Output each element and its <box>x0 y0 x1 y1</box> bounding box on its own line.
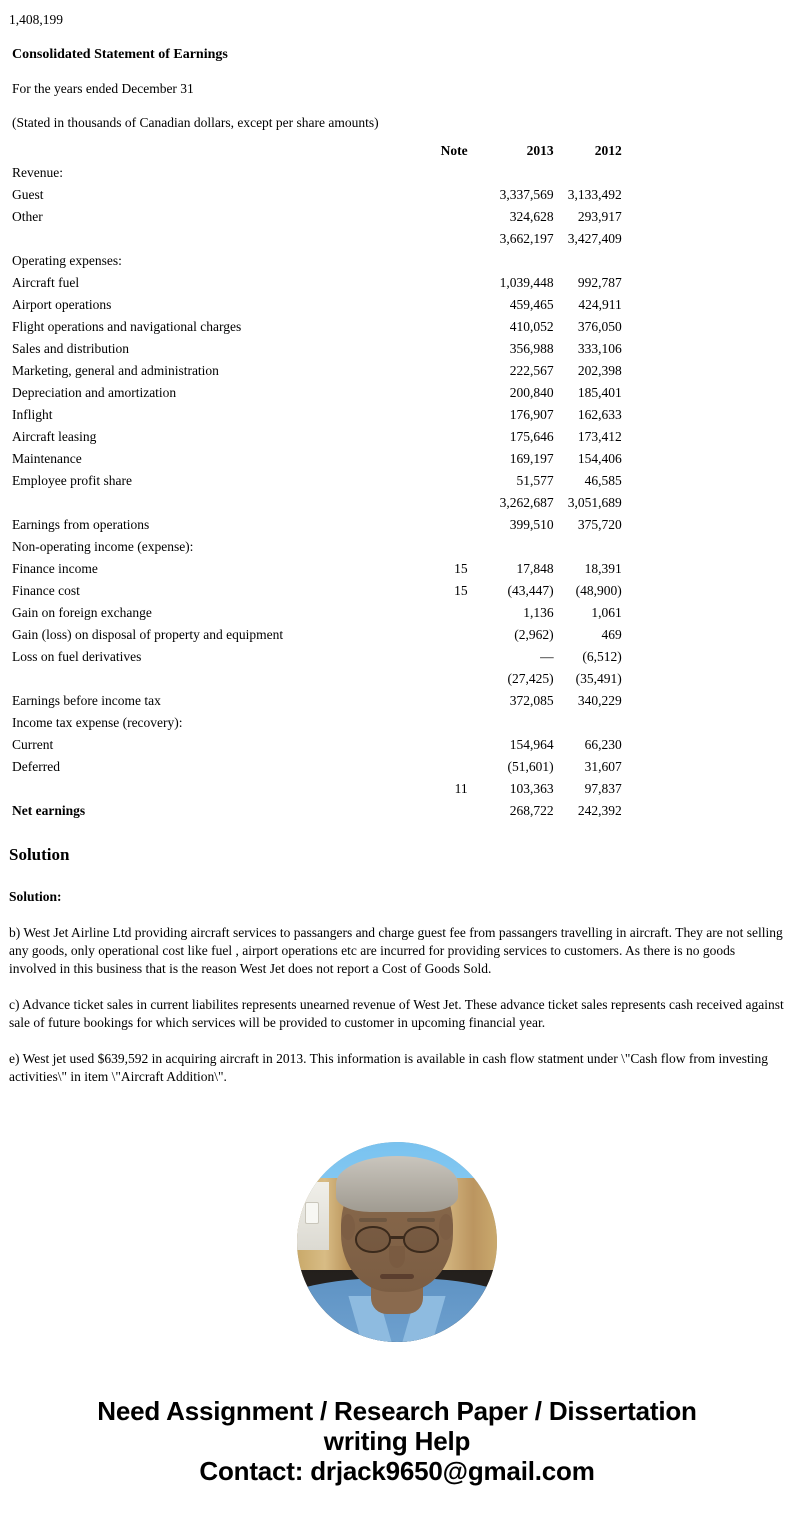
avatar <box>297 1142 497 1342</box>
row-label: Aircraft fuel <box>12 275 80 290</box>
row-value-2012 <box>554 162 624 184</box>
table-row <box>0 228 794 250</box>
row-label: Finance cost <box>12 583 80 598</box>
row-note <box>441 382 472 404</box>
row-note <box>441 294 472 316</box>
row-note <box>441 338 472 360</box>
row-spacer <box>624 338 794 360</box>
table-row <box>0 690 794 712</box>
table-row <box>0 514 794 536</box>
row-spacer <box>624 712 794 734</box>
row-label: Income tax expense (recovery): <box>12 715 183 730</box>
row-note <box>441 404 472 426</box>
table-row <box>0 448 794 470</box>
table-row <box>0 426 794 448</box>
table-row <box>0 800 794 822</box>
row-value-2013: 3,662,197 <box>499 231 554 246</box>
row-label: Non-operating income (expense): <box>12 539 194 554</box>
row-value-2012: 97,837 <box>584 781 622 796</box>
row-value-2013: 222,567 <box>509 363 554 378</box>
table-row <box>0 734 794 756</box>
row-value-2012: 46,585 <box>584 473 622 488</box>
row-spacer <box>624 646 794 668</box>
table-row <box>0 668 794 690</box>
row-note <box>441 668 472 690</box>
row-value-2013: 324,628 <box>509 209 554 224</box>
solution-paragraph: b) West Jet Airline Ltd providing aircraft services to passangers and charge guest fee from passangers travelling in aircraft. They are not selling any goods, only operational cost like fuel , airport operations etc are incurred for providing services to customers. As there is no goods involved in this business that is the reason West Jet does not report a Cost of Goods Sold. <box>9 925 783 976</box>
row-value-2013: 200,840 <box>509 385 554 400</box>
row-value-2013: 3,262,687 <box>499 495 554 510</box>
row-spacer <box>624 558 794 580</box>
row-value-2012: 424,911 <box>578 297 622 312</box>
row-note <box>441 756 472 778</box>
row-value-2013: 459,465 <box>509 297 554 312</box>
table-row <box>0 558 794 580</box>
row-spacer <box>624 426 794 448</box>
row-note <box>441 448 472 470</box>
row-spacer <box>624 294 794 316</box>
row-spacer <box>624 580 794 602</box>
table-row <box>0 404 794 426</box>
row-label: Marketing, general and administration <box>12 363 219 378</box>
row-value-2013 <box>472 250 554 272</box>
row-spacer <box>624 228 794 250</box>
row-value-2013: 175,646 <box>509 429 554 444</box>
table-row <box>0 646 794 668</box>
table-row <box>0 756 794 778</box>
row-label: Maintenance <box>12 451 82 466</box>
table-row <box>0 250 794 272</box>
photo-ear-right <box>439 1214 453 1240</box>
row-value-2012: (48,900) <box>575 583 622 598</box>
row-value-2013: (43,447) <box>507 583 554 598</box>
promo-line-2: writing Help <box>323 1426 471 1456</box>
row-label: Loss on fuel derivatives <box>12 649 142 664</box>
row-value-2013: 399,510 <box>509 517 554 532</box>
row-value-2013: 356,988 <box>509 341 554 356</box>
column-header-note: Note <box>440 143 468 158</box>
column-header-label <box>0 140 441 162</box>
row-label <box>0 668 441 690</box>
row-value-2012: 66,230 <box>584 737 622 752</box>
row-value-2012: 3,051,689 <box>567 495 622 510</box>
row-value-2012: 293,917 <box>577 209 622 224</box>
solution-subheading: Solution: <box>9 889 62 904</box>
row-label: Guest <box>12 187 44 202</box>
row-note: 15 <box>454 583 468 598</box>
photo-hair <box>336 1156 458 1212</box>
solution-paragraph: c) Advance ticket sales in current liabilites represents unearned revenue of West Jet. These advance ticket sales represents cash received against sale of future bookings for which services will be provided to customer in upcoming financial year. <box>9 997 784 1030</box>
row-value-2012: 376,050 <box>577 319 622 334</box>
row-spacer <box>624 492 794 514</box>
row-value-2012 <box>554 536 624 558</box>
photo-eyeglass-bridge <box>390 1236 404 1239</box>
row-label <box>0 228 441 250</box>
row-value-2013: 154,964 <box>509 737 554 752</box>
row-note: 11 <box>454 781 468 796</box>
table-row <box>0 360 794 382</box>
photo-ear-left <box>341 1214 355 1240</box>
row-note <box>441 646 472 668</box>
row-label: Airport operations <box>12 297 112 312</box>
row-value-2013: (27,425) <box>507 671 554 686</box>
column-header-spacer <box>624 140 794 162</box>
row-value-2012: 992,787 <box>577 275 622 290</box>
row-value-2012: 154,406 <box>577 451 622 466</box>
row-spacer <box>624 360 794 382</box>
row-label: Operating expenses: <box>12 253 122 268</box>
photo-nose <box>389 1246 405 1268</box>
table-row <box>0 624 794 646</box>
row-value-2012: 340,229 <box>577 693 622 708</box>
table-body <box>0 162 794 822</box>
row-spacer <box>624 206 794 228</box>
photo-eyebrow-left <box>359 1218 387 1222</box>
row-spacer <box>624 800 794 822</box>
table-row <box>0 338 794 360</box>
row-note <box>441 492 472 514</box>
row-label <box>0 778 441 800</box>
row-label: Finance income <box>12 561 98 576</box>
row-spacer <box>624 536 794 558</box>
row-value-2013 <box>472 536 554 558</box>
row-label: Revenue: <box>12 165 63 180</box>
row-value-2013: 169,197 <box>509 451 554 466</box>
row-value-2013: 1,039,448 <box>499 275 554 290</box>
row-value-2013: 103,363 <box>509 781 554 796</box>
row-note <box>441 272 472 294</box>
row-value-2012: 3,427,409 <box>567 231 622 246</box>
row-note <box>441 690 472 712</box>
orphan-number: 1,408,199 <box>9 12 63 27</box>
table-header <box>0 140 794 162</box>
row-spacer <box>624 602 794 624</box>
row-spacer <box>624 470 794 492</box>
row-note <box>441 250 472 272</box>
row-note <box>441 624 472 646</box>
table-row <box>0 294 794 316</box>
row-value-2012: 173,412 <box>577 429 622 444</box>
row-label: Earnings before income tax <box>12 693 161 708</box>
earnings-table <box>0 140 794 822</box>
row-value-2013 <box>472 162 554 184</box>
promo-banner <box>0 1342 794 1486</box>
row-label <box>0 492 441 514</box>
row-spacer <box>624 514 794 536</box>
solution-paragraph: e) West jet used $639,592 in acquiring aircraft in 2013. This information is available in cash flow statment under \"Cash flow from investing activities\" in item \"Aircraft Addition\". <box>9 1051 769 1084</box>
column-header-2013: 2013 <box>526 143 554 158</box>
page-title: Consolidated Statement of Earnings <box>12 47 228 62</box>
row-value-2012: 185,401 <box>577 385 622 400</box>
row-label: Current <box>12 737 54 752</box>
row-value-2013: 51,577 <box>516 473 554 488</box>
row-spacer <box>624 756 794 778</box>
row-spacer <box>624 184 794 206</box>
row-value-2013: 17,848 <box>516 561 554 576</box>
row-value-2013: 410,052 <box>509 319 554 334</box>
row-note <box>441 602 472 624</box>
row-label: Flight operations and navigational charges <box>12 319 242 334</box>
row-value-2013: 3,337,569 <box>499 187 554 202</box>
row-label: Earnings from operations <box>12 517 150 532</box>
row-note <box>441 734 472 756</box>
table-header-row <box>0 140 794 162</box>
row-spacer <box>624 448 794 470</box>
row-note <box>441 800 472 822</box>
table-row <box>0 162 794 184</box>
document-units-note: (Stated in thousands of Canadian dollars, except per share amounts) <box>12 115 379 130</box>
row-spacer <box>624 690 794 712</box>
table-row <box>0 382 794 404</box>
row-value-2013: (2,962) <box>514 627 554 642</box>
table-row <box>0 316 794 338</box>
table-row <box>0 184 794 206</box>
row-value-2012: 469 <box>601 627 622 642</box>
row-value-2012 <box>554 712 624 734</box>
photo-mouth <box>380 1274 414 1279</box>
row-value-2012: 162,633 <box>577 407 622 422</box>
row-spacer <box>624 778 794 800</box>
row-label: Other <box>12 209 43 224</box>
solution-paragraphs <box>0 906 794 1086</box>
photo-light-switch <box>305 1202 319 1224</box>
row-value-2013: (51,601) <box>507 759 554 774</box>
row-spacer <box>624 734 794 756</box>
row-spacer <box>624 668 794 690</box>
row-value-2012: (35,491) <box>575 671 622 686</box>
row-value-2012: 18,391 <box>584 561 622 576</box>
row-label: Inflight <box>12 407 53 422</box>
table-row <box>0 778 794 800</box>
row-value-2012: 375,720 <box>577 517 622 532</box>
row-label: Aircraft leasing <box>12 429 97 444</box>
row-value-2012: 202,398 <box>577 363 622 378</box>
row-value-2012: 242,392 <box>577 803 622 818</box>
avatar-container <box>0 1086 794 1342</box>
row-value-2012: (6,512) <box>582 649 622 664</box>
row-value-2013: 268,722 <box>509 803 554 818</box>
row-label: Employee profit share <box>12 473 132 488</box>
row-note <box>441 426 472 448</box>
row-note <box>441 206 472 228</box>
column-header-2012: 2012 <box>594 143 622 158</box>
row-note <box>441 162 472 184</box>
row-spacer <box>624 316 794 338</box>
promo-line-3: Contact: drjack9650@gmail.com <box>199 1456 595 1486</box>
row-note <box>441 536 472 558</box>
photo-eyeglass-left <box>355 1226 391 1253</box>
table-row <box>0 492 794 514</box>
row-note <box>441 228 472 250</box>
table-row <box>0 712 794 734</box>
row-label: Deferred <box>12 759 60 774</box>
row-value-2013: 372,085 <box>509 693 554 708</box>
table-row <box>0 470 794 492</box>
row-note <box>441 514 472 536</box>
row-value-2012: 333,106 <box>577 341 622 356</box>
row-label: Depreciation and amortization <box>12 385 177 400</box>
promo-line-1: Need Assignment / Research Paper / Dissertation <box>97 1396 697 1426</box>
row-value-2013 <box>472 712 554 734</box>
row-label: Sales and distribution <box>12 341 129 356</box>
row-value-2013: 1,136 <box>523 605 554 620</box>
solution-heading: Solution <box>9 845 70 864</box>
table-row <box>0 580 794 602</box>
row-value-2013: — <box>540 649 554 664</box>
row-spacer <box>624 250 794 272</box>
row-value-2012: 3,133,492 <box>567 187 622 202</box>
row-value-2012: 31,607 <box>584 759 622 774</box>
row-label: Gain (loss) on disposal of property and equipment <box>12 627 284 642</box>
row-value-2012 <box>554 250 624 272</box>
row-spacer <box>624 272 794 294</box>
photo-eyeglass-right <box>403 1226 439 1253</box>
row-label: Gain on foreign exchange <box>12 605 152 620</box>
row-note <box>441 184 472 206</box>
row-note <box>441 360 472 382</box>
row-spacer <box>624 162 794 184</box>
table-row <box>0 536 794 558</box>
row-value-2012: 1,061 <box>591 605 622 620</box>
table-row <box>0 272 794 294</box>
table-row <box>0 602 794 624</box>
row-spacer <box>624 624 794 646</box>
row-note <box>441 316 472 338</box>
row-note <box>441 712 472 734</box>
row-spacer <box>624 404 794 426</box>
document-period: For the years ended December 31 <box>12 81 194 96</box>
row-value-2013: 176,907 <box>509 407 554 422</box>
row-note <box>441 470 472 492</box>
row-spacer <box>624 382 794 404</box>
table-row <box>0 206 794 228</box>
row-label: Net earnings <box>12 803 86 818</box>
row-note: 15 <box>454 561 468 576</box>
photo-eyebrow-right <box>407 1218 435 1222</box>
